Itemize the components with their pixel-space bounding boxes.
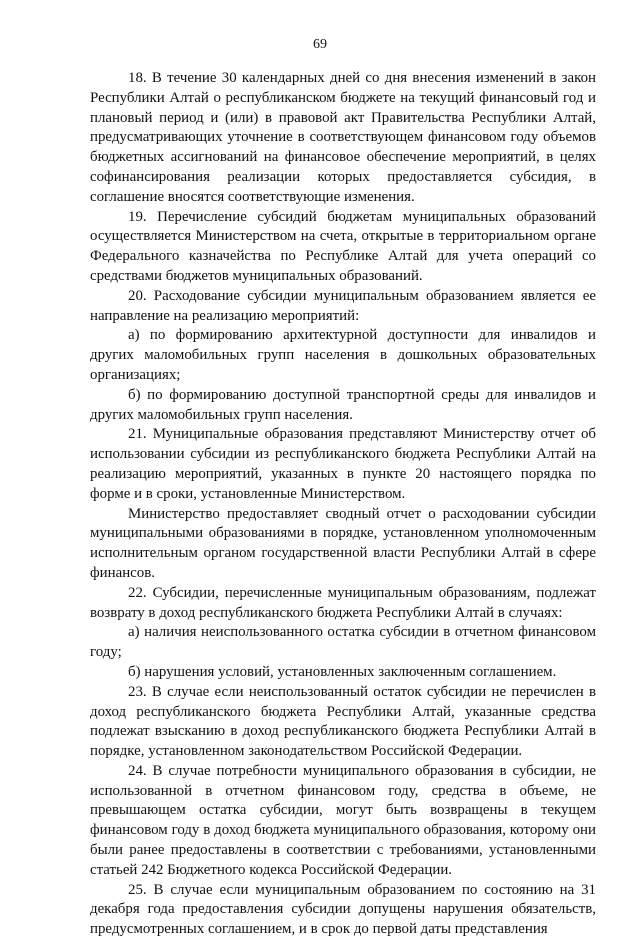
paragraph-20: 20. Расходование субсидии муниципальным образованием является ее направление на реализацию мероприятий: <box>90 287 596 324</box>
paragraph-20-item-a: а) по формированию архитектурной доступности для инвалидов и других маломобильных групп населения в дошкольных образовательных организациях; <box>90 327 596 383</box>
paragraph-22-item-a: а) наличия неиспользованного остатка субсидии в отчетном финансовом году; <box>90 624 596 661</box>
paragraph-21-report: Министерство предоставляет сводный отчет о расходовании субсидии муниципальными образованиями в порядке, установленном уполномоченным исполнительным органом государственной власти Республики Алтай в сфере финансов. <box>90 505 596 581</box>
paragraph-22: 22. Субсидии, перечисленные муниципальным образованиям, подлежат возврату в доход республиканского бюджета Республики Алтай в случаях: <box>90 584 596 621</box>
paragraph-23: 23. В случае если неиспользованный остаток субсидии не перечислен в доход республиканского бюджета Республики Алтай, указанные средства подлежат взысканию в доход республиканского бюджета Республики Алтай в порядке, установленном законодательством Российской Федерации. <box>90 683 596 760</box>
page-number: 69 <box>313 37 327 52</box>
paragraph-21: 21. Муниципальные образования представляют Министерству отчет об использовании субсидии из республиканского бюджета Республики Алтай на реализацию мероприятий, указанных в пункте 20 настоящего порядка по форме и в сроки, установленные Министерством. <box>90 426 596 502</box>
document-body <box>90 69 596 940</box>
paragraph-25: 25. В случае если муниципальным образованием по состоянию на 31 декабря года предоставления субсидии допущены нарушения обязательств, предусмотренных соглашением, и в срок до первой даты представления <box>90 881 596 938</box>
paragraph-19: 19. Перечисление субсидий бюджетам муниципальных образований осуществляется Министерством на счета, открытые в территориальном органе Федерального казначейства по Республике Алтай для учета операций со средствами бюджетов муниципальных образований. <box>90 208 596 284</box>
paragraph-24: 24. В случае потребности муниципального образования в субсидии, не использованной в отчетном финансовом году, средства в объеме, не превышающем остатка субсидии, могут быть возвращены в текущем финансовом году в доход бюджета муниципального образования, которому они были ранее предоставлены в соответствии с требованиями, установленными статьей 242 Бюджетного кодекса Российской Федерации. <box>90 762 596 878</box>
paragraph-20-item-b: б) по формированию доступной транспортной среды для инвалидов и других маломобильных групп населения. <box>90 386 596 423</box>
paragraph-18: 18. В течение 30 календарных дней со дня внесения изменений в закон Республики Алтай о республиканском бюджете на текущий финансовый год и плановый период и (или) в правовой акт Правительства Республики Алтай, предусматривающих уточнение в соответствующем финансовом году объемов бюджетных ассигнований на финансовое обеспечение мероприятий, в целях софинансирования реализации которых предоставляется субсидия, в соглашение вносятся соответствующие изменения. <box>90 70 596 205</box>
paragraph-22-item-b: б) нарушения условий, установленных заключенным соглашением. <box>128 663 557 680</box>
